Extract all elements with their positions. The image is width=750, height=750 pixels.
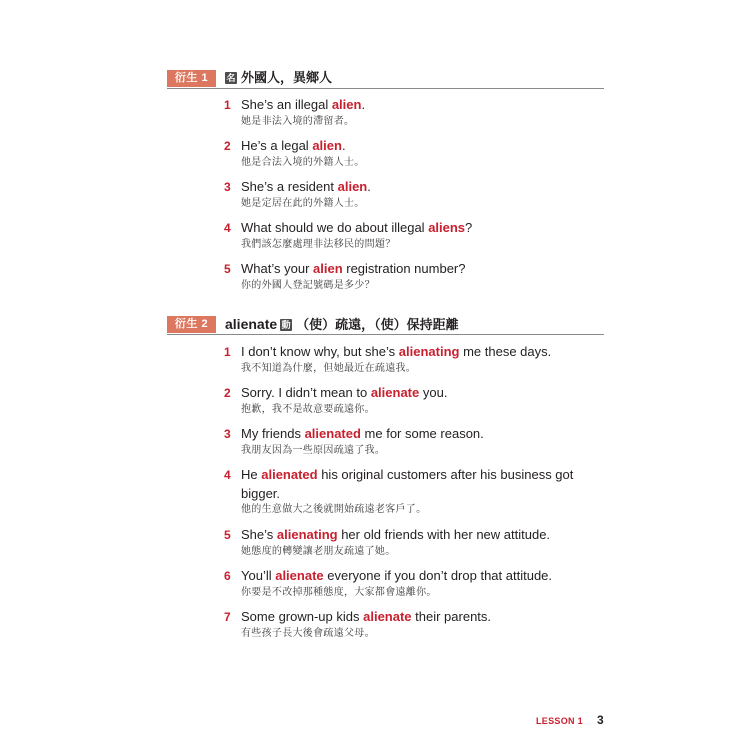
example-item <box>167 177 604 218</box>
headword: alienate <box>225 316 278 332</box>
keyword: alien <box>331 97 362 112</box>
derivative-section-2 <box>167 316 604 648</box>
english-sentence: My friends alienated me for some reason. <box>241 426 484 441</box>
item-number: 2 <box>224 139 231 153</box>
meaning: 外國人，異鄉人 <box>241 70 333 85</box>
keyword: alienate <box>370 385 420 400</box>
item-number: 4 <box>224 221 231 235</box>
example-item <box>167 218 604 259</box>
example-item <box>167 136 604 177</box>
item-number: 3 <box>224 180 231 194</box>
derivative-section-1 <box>167 70 604 300</box>
example-item <box>167 607 604 648</box>
english-sentence: She’s alienating her old friends with her new attitude. <box>241 527 551 542</box>
example-item <box>167 566 604 607</box>
section-header <box>167 316 604 335</box>
item-number: 5 <box>224 262 231 276</box>
verb-pos-icon: 動 <box>281 320 291 330</box>
english-sentence: What should we do about illegal aliens? <box>241 220 473 235</box>
chinese-translation: 有些孩子長大後會疏遠父母。 <box>241 628 375 639</box>
item-number: 4 <box>224 468 231 482</box>
example-list <box>167 95 604 300</box>
section-heading <box>225 69 332 87</box>
keyword: alienating <box>276 527 338 542</box>
english-sentence: Some grown-up kids alienate their parents. <box>241 609 492 624</box>
english-sentence: He’s a legal alien. <box>241 138 346 153</box>
chinese-translation: 我朋友因為一些原因疏遠了我。 <box>241 445 386 456</box>
chinese-translation: 她是定居在此的外籍人士。 <box>241 198 365 209</box>
keyword: alien <box>313 261 343 276</box>
section-header <box>167 70 604 89</box>
english-sentence: She’s a resident alien. <box>241 179 371 194</box>
item-number: 2 <box>224 386 231 400</box>
chinese-translation: 她是非法入境的滯留者。 <box>241 116 355 127</box>
chinese-translation: 他是合法入境的外籍人士。 <box>241 157 365 168</box>
item-number: 5 <box>224 528 231 542</box>
english-sentence: What’s your alien registration number? <box>241 261 466 276</box>
english-sentence: Sorry. I didn’t mean to alienate you. <box>241 385 448 400</box>
example-item <box>167 424 604 465</box>
example-list <box>167 342 604 648</box>
english-sentence: She’s an illegal alien. <box>241 97 366 112</box>
chinese-translation: 抱歉，我不是故意要疏遠你。 <box>241 404 375 415</box>
keyword: alien <box>337 179 368 194</box>
example-item <box>167 259 604 300</box>
keyword: alienate <box>363 609 412 624</box>
chinese-translation: 我不知道為什麼，但她最近在疏遠我。 <box>241 363 417 374</box>
english-sentence: He alienated his original customers after his business got bigger. <box>241 467 574 501</box>
example-item <box>167 342 604 383</box>
page-number: 3 <box>597 713 604 727</box>
keyword: alienate <box>275 568 324 583</box>
lesson-label: LESSON 1 <box>536 716 583 726</box>
keyword: alien <box>312 138 342 153</box>
item-number: 1 <box>224 345 231 359</box>
english-sentence: I don’t know why, but she’s alienating me these days. <box>241 344 552 359</box>
example-item <box>167 383 604 424</box>
section-heading <box>225 315 459 334</box>
meaning: （使）疏遠，（使）保持距離 <box>296 317 459 332</box>
example-item <box>167 525 604 566</box>
item-number: 7 <box>224 610 231 624</box>
chinese-translation: 我們該怎麼處理非法移民的問題？ <box>241 239 396 250</box>
keyword: alienated <box>261 467 318 482</box>
item-number: 1 <box>224 98 231 112</box>
english-sentence: You’ll alienate everyone if you don’t drop that attitude. <box>241 568 553 583</box>
derivative-badge: 衍生 2 <box>167 316 216 333</box>
keyword: aliens <box>428 220 466 235</box>
item-number: 3 <box>224 427 231 441</box>
example-item <box>167 465 604 525</box>
example-item <box>167 95 604 136</box>
chinese-translation: 你的外國人登記號碼是多少？ <box>241 280 375 291</box>
noun-pos-icon: 名 <box>226 73 236 83</box>
derivative-badge: 衍生 1 <box>167 70 216 87</box>
chinese-translation: 你要是不改掉那種態度，大家都會遠離你。 <box>241 587 437 598</box>
chinese-translation: 他的生意做大之後就開始疏遠老客戶了。 <box>241 504 427 515</box>
chinese-translation: 她態度的轉變讓老朋友疏遠了她。 <box>241 546 396 557</box>
keyword: alienated <box>304 426 361 441</box>
item-number: 6 <box>224 569 231 583</box>
keyword: alienating <box>398 344 460 359</box>
